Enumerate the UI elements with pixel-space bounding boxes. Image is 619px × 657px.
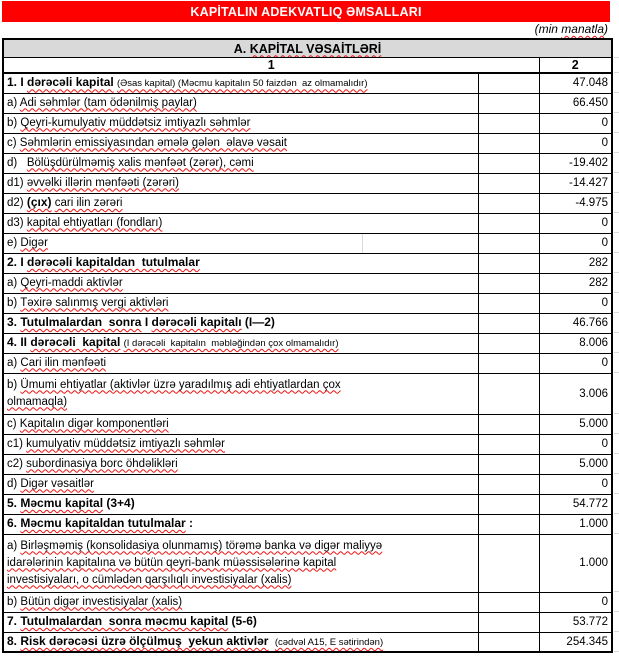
column-header-row [3,58,612,74]
row-value: 0 [539,434,612,454]
table-row [3,494,612,514]
table-row [3,454,612,474]
table-row [3,333,612,353]
spacer-cell [478,73,539,93]
label-segment: d2) [7,197,27,209]
label-segment: Digər [20,236,48,249]
label-segment: : [185,516,194,530]
spacer-cell [478,113,539,133]
row-label [3,293,478,313]
label-segment: d) [7,477,21,490]
row-label [3,454,478,474]
units-note-word: manatla [561,22,604,36]
row-label [3,313,478,333]
spacer-cell [478,612,539,632]
margin-gridline [614,533,619,534]
margin-gridline [614,72,619,73]
margin-gridline [614,453,619,454]
row-label [3,474,478,494]
row-label [3,273,478,293]
row-value: 3.006 [539,373,612,414]
label-segment: I [141,315,152,329]
table-row [3,434,612,454]
spacer-cell [478,173,539,193]
row-value: 0 [539,233,612,253]
row-value: 282 [539,273,612,293]
label-segment: Adi səhmlər (tam ödənilmiş paylar) [19,96,197,109]
label-segment: cari ilin zərəri [54,197,123,209]
margin-gridline [614,92,619,93]
label-segment: idarələrinin kapitalına və bütün qeyri-bank müəssisələrinə kapital [7,556,337,569]
row-label [3,173,478,193]
label-segment: b) [7,378,21,391]
row-value: 282 [539,253,612,273]
spacer-cell [478,414,539,434]
row-value: 5.000 [539,414,612,434]
label-segment: Ümumi ehtiyatlar (aktivlər üzrə yaradılmış adi ehtiyatlardan çox [20,378,341,391]
row-value: 254.345 [539,632,612,652]
row-value: 1.000 [539,514,612,534]
row-value: 0 [539,113,612,133]
label-segment: b) [7,116,21,129]
label-segment: (5-6) [228,614,257,628]
margin-gridline [614,312,619,313]
margin-gridline [614,132,619,133]
section-header-row [3,39,612,58]
table-row [3,592,612,612]
table-row [3,253,612,273]
label-segment: olmamaqla) [7,395,68,408]
label-segment: Məcmu kapitaldan tutulmalar [20,516,186,530]
section-header-text: KAPİTAL VƏSAİTLƏRİ [249,41,382,56]
label-segment: b) [7,296,21,309]
spacer-cell [478,494,539,514]
margin-gridline [614,292,619,293]
spacer-cell [478,133,539,153]
row-label [3,632,478,652]
label-segment: 2. I [7,255,28,269]
margin-gridline [614,212,619,213]
table-row [3,313,612,333]
row-value: -19.402 [539,153,612,173]
row-value: -4.975 [539,193,612,213]
table-row [3,93,612,113]
label-segment: 5. [7,496,21,510]
margin-gridline [614,493,619,494]
label-segment: c) [7,136,20,149]
row-label [3,93,478,113]
label-segment: 8. [7,633,21,648]
label-segment: Səhmlərin emissiyasından əmələ gələn əlavə vəsait [19,136,287,149]
spacer-cell [478,353,539,373]
label-segment: (3+4) [103,496,135,510]
margin-gridline [614,172,619,173]
label-segment: Bölüşdürülməmiş xalis mənfəət (zərər), cəmi [26,156,254,169]
table-row [3,213,612,233]
row-label [3,373,478,414]
table-row [3,273,612,293]
row-value: 46.766 [539,313,612,333]
row-label [3,434,478,454]
margin-gridline [614,112,619,113]
row-label [3,333,478,353]
label-segment: kapital ehtiyatları (fondları) [26,216,163,229]
margin-gridline [614,651,619,652]
spacer-cell [478,592,539,612]
label-segment: b) [7,595,21,608]
label-segment: subordinasiya borc öhdəlikləri [26,457,178,470]
row-label [3,534,478,592]
label-segment: Məcmu kapital [20,496,104,510]
spacer-cell [478,213,539,233]
label-segment: e) [7,236,21,249]
label-segment: a) [7,356,21,369]
row-value: -14.427 [539,173,612,193]
table-body [3,73,612,652]
row-label [3,414,478,434]
spacer-cell [478,313,539,333]
section-header-cell [3,39,612,58]
margin-gridline [614,372,619,373]
row-value: 54.772 [539,494,612,514]
spacer-cell [478,534,539,592]
label-segment: (cədvəl A15, E sətirindən) [274,636,384,648]
label-segment: a) [7,276,21,289]
units-note [535,22,608,37]
column-header-2: 2 [539,58,612,74]
spacer-cell [478,273,539,293]
spacer-cell [478,632,539,652]
spacer-cell [478,153,539,173]
label-segment: əvvəlki illərin mənfəəti (zərəri) [26,176,179,189]
row-label [3,253,478,273]
label-segment: 4. II [7,335,31,349]
margin-gridline [614,232,619,233]
table-row [3,233,612,253]
units-note-suffix: ) [604,22,608,36]
label-segment: 1. I [7,75,28,90]
margin-gridline [614,413,619,414]
spacer-cell [478,333,539,353]
label-segment: (çıx) [26,195,52,209]
spacer-cell [478,373,539,414]
row-value: 53.772 [539,612,612,632]
spacer-cell [478,514,539,534]
margin-gridline [614,192,619,193]
label-segment: (I dərəcəli kapitalın məbləğindən çox olmamalıdır) [123,338,339,349]
row-value: 0 [539,592,612,612]
title-bar: KAPİTALIN ADEKVATLIQ ƏMSALLARI [2,1,610,22]
margin-gridline [614,473,619,474]
row-label [3,153,478,173]
label-segment: 6. [7,516,21,530]
row-value: 0 [539,353,612,373]
row-label [3,133,478,153]
table-row [3,474,612,494]
row-value: 0 [539,293,612,313]
row-value: 0 [539,133,612,153]
margin-gridline [614,513,619,514]
row-label [3,353,478,373]
label-segment: Tutulmalardan sonra [20,315,142,329]
row-label [3,592,478,612]
spacer-cell [478,253,539,273]
table-row [3,113,612,133]
label-segment: Digər vəsaitlər [20,477,94,490]
label-segment: 3. [7,315,21,329]
label-segment: Birləşməmiş (konsolidasiya olunmamış) törəmə banka və digər maliyyə [20,539,383,552]
table-row [3,632,612,652]
label-segment: dərəcəli kapital [27,75,114,90]
margin-gridline [614,611,619,612]
table-row [3,612,612,632]
spacer-cell [478,193,539,213]
column-header-1: 1 [3,58,539,74]
spacer-cell [478,93,539,113]
spacer-cell [478,293,539,313]
spacer-cell [478,434,539,454]
row-value: 0 [539,213,612,233]
row-label [3,193,478,213]
label-segment: c2) [7,457,27,470]
label-segment: Cari ilin mənfəəti [20,356,107,369]
table-row [3,373,612,414]
label-segment: Risk dərəcəsi üzrə ölçülmuş yekun aktivlər [20,633,269,648]
margin-gridline [614,57,619,58]
label-segment: dərəcəli kapitaldan tutulmalar [27,255,200,269]
row-label [3,233,478,253]
row-label [3,213,478,233]
label-segment: (Əsas kapital) (Məcmu kapitalın 50 faizdən az olmamalıdır) [116,78,368,90]
spacer-cell [478,474,539,494]
label-segment: a) [7,96,20,109]
row-label [3,494,478,514]
label-segment: (I—2) [241,315,275,329]
label-segment: investisiyaları, o cümlədən qarşılıqlı investisiyalar (xalis) [7,573,292,586]
row-label [3,113,478,133]
label-segment: Bütün digər investisiyalar (xalis) [20,595,183,608]
label-segment: kumulyativ müddətsiz imtiyazlı səhmlər [26,437,225,450]
label-segment: c1) [7,437,27,450]
margin-gridline [614,252,619,253]
label-segment: a) [7,539,21,552]
row-value: 5.000 [539,454,612,474]
margin-gridline [614,591,619,592]
section-header-prefix: A. [233,41,250,56]
label-segment: dərəcəli kapital [30,335,121,349]
label-segment: d1) [7,176,27,189]
table-row [3,173,612,193]
table-row [3,133,612,153]
spacer-cell [478,233,539,253]
margin-gridline [614,332,619,333]
row-value: 47.048 [539,73,612,93]
label-segment: Təxirə salınmış vergi aktivləri [20,296,169,309]
table-row [3,153,612,173]
label-segment: Qeyri-maddi aktivlər [20,276,123,289]
label-segment: 7. [7,614,21,628]
table-row [3,534,612,592]
table-row [3,73,612,93]
row-value: 66.450 [539,93,612,113]
table-row [3,353,612,373]
row-value: 0 [539,474,612,494]
label-segment: c) [7,417,20,430]
row-value: 1.000 [539,534,612,592]
table-row [3,293,612,313]
margin-gridline [614,152,619,153]
row-label [3,514,478,534]
row-label [3,73,478,93]
label-segment: d3) [7,216,27,229]
label-segment: Tutulmalardan sonra məcmu kapital [20,614,229,628]
margin-gridline [614,433,619,434]
margin-gridline [614,631,619,632]
capital-table [2,38,613,653]
label-segment: Qeyri-kumulyativ müddətsiz imtiyazlı səhmlər [20,116,251,129]
label-segment: Kapitalın digər komponentləri [19,417,169,430]
table-row [3,414,612,434]
table-row [3,193,612,213]
label-segment: d) [7,156,27,169]
label-segment: dərəcəli kapitalı [151,315,242,329]
margin-gridline [614,352,619,353]
spacer-cell [478,454,539,474]
table-row [3,514,612,534]
units-note-prefix: (min [534,22,562,36]
row-value: 8.006 [539,333,612,353]
row-label [3,612,478,632]
margin-gridline [614,272,619,273]
